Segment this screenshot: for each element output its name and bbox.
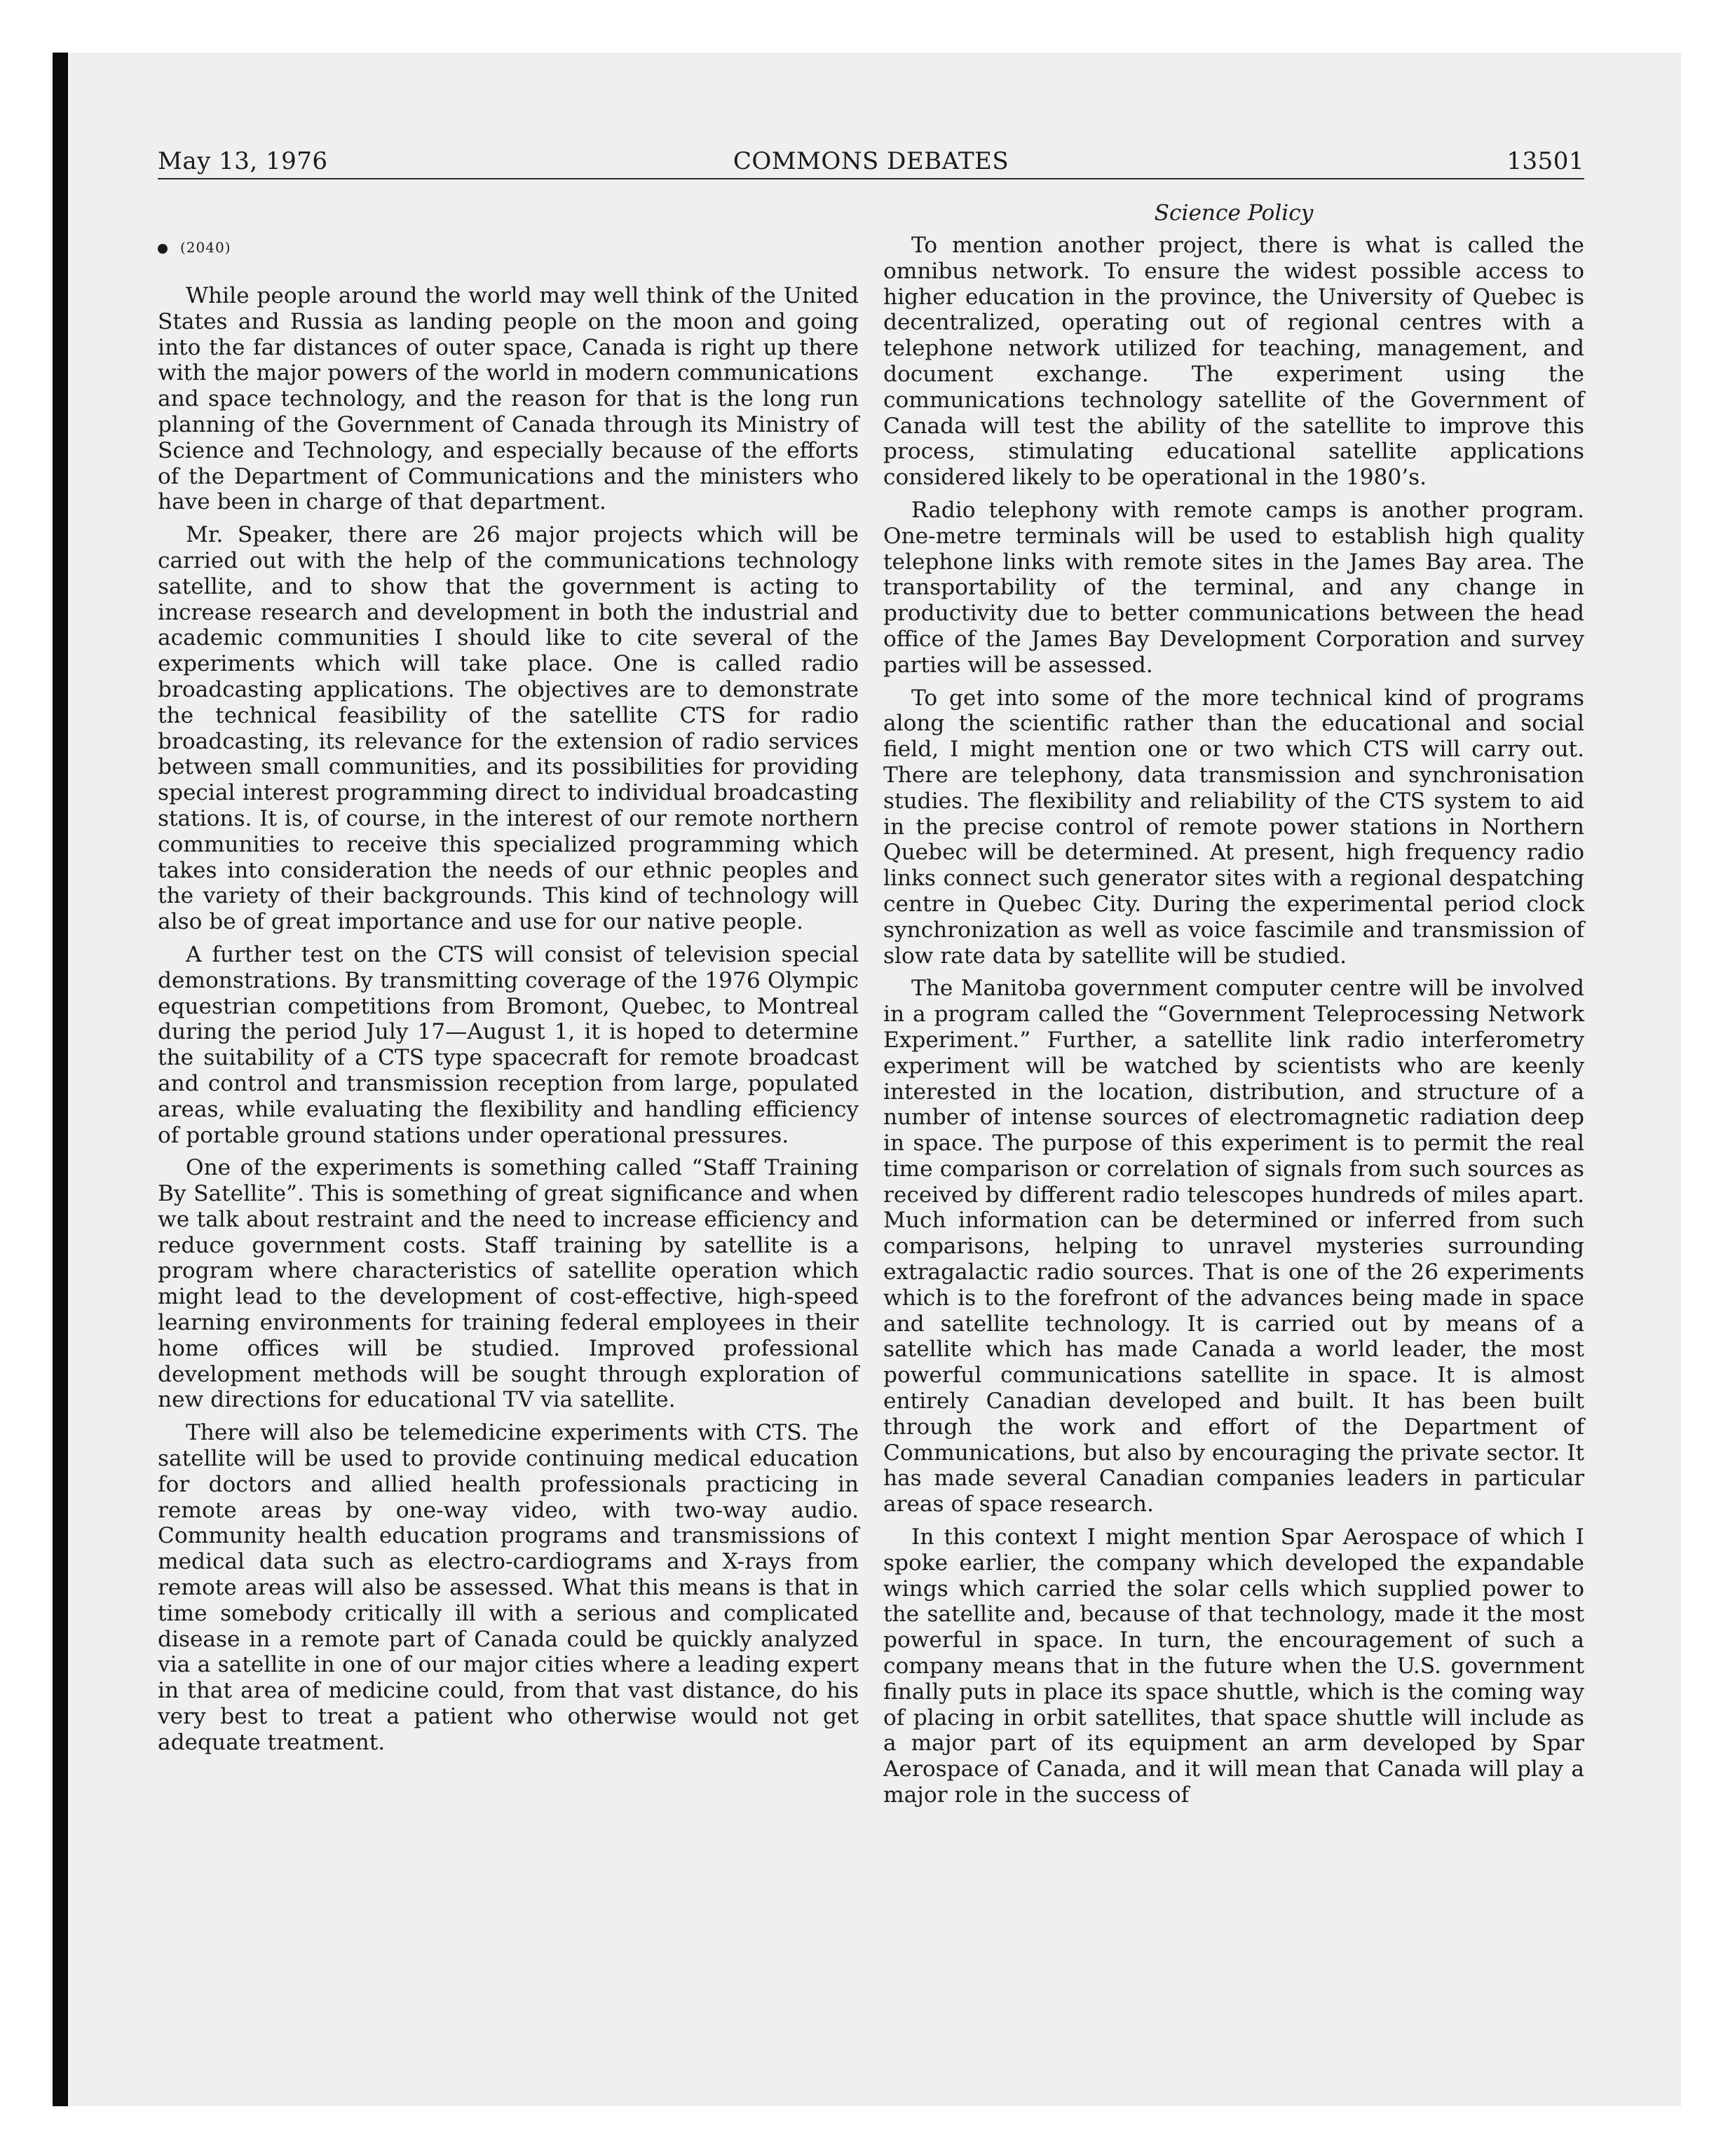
section-heading: Science Policy	[1154, 200, 1314, 226]
scan-binding-edge	[53, 53, 68, 2106]
header-title: COMMONS DEBATES	[733, 147, 1009, 175]
header-page-number: 13501	[1506, 147, 1584, 175]
right-column	[883, 200, 1584, 1815]
left-column	[158, 237, 859, 1763]
bullet-icon	[158, 244, 168, 254]
right-paragraph-3: To get into some of the more technical kind of programs along the scientific rather than the educational and social field, I might mention one or two which CTS will carry out. There are telephony, data transmission and synchronisation studies. The flexibility and reliability of the CTS system to aid in the precise control of remote power stations in Northern Quebec will be determined. At present, high frequency radio links connect such generator sites with a regional despatching centre in Quebec City. During the experimental period clock synchronization as well as voice fascimile and transmission of slow rate data by satellite will be studied.	[883, 685, 1584, 969]
header-rule	[158, 178, 1584, 179]
header-date: May 13, 1976	[158, 147, 328, 175]
right-paragraph-5: In this context I might mention Spar Aerospace of which I spoke earlier, the company which developed the expandable wings which carried the solar cells which supplied power to the satellite and, because of that technology, made it the most powerful in space. In turn, the encouragement of such a company means that in the future when the U.S. government finally puts in place its space shuttle, which is the coming way of placing in orbit satellites, that space shuttle will include as a major part of its equipment an arm developed by Spar Aerospace of Canada, and it will mean that Canada will play a major role in the success of	[883, 1524, 1584, 1808]
time-marker-text: (2040)	[180, 239, 231, 256]
right-paragraph-4: The Manitoba government computer centre will be involved in a program called the “Government Teleprocessing Network Experiment.” Further, a satellite link radio interferometry experiment will be watched by scientists who are keenly interested in the location, distribution, and structure of a number of intense sources of electromagnetic radiation deep in space. The purpose of this experiment is to permit the real time comparison or correlation of signals from such sources as received by different radio telescopes hundreds of miles apart. Much information can be determined or inferred from such comparisons, helping to unravel mysteries surrounding extragalactic radio sources. That is one of the 26 experiments which is to the forefront of the advances being made in space and satellite technology. It is carried out by means of a satellite which has made Canada a world leader, the most powerful communications satellite in space. It is almost entirely Canadian developed and built. It has been built through the work and effort of the Department of Communications, but also by encouraging the private sector. It has made several Canadian companies leaders in particular areas of space research.	[883, 976, 1584, 1517]
left-paragraph-4: One of the experiments is something called “Staff Training By Satellite”. This is something of great significance and when we talk about restraint and the need to increase efficiency and reduce government costs. Staff training by satellite is a program where characteristics of satellite operation which might lead to the development of cost-effective, high-speed learning environments for training federal employees in their home offices will be studied. Improved professional development methods will be sought through exploration of new directions for educational TV via satellite.	[158, 1155, 859, 1413]
right-paragraph-1: To mention another project, there is what is called the omnibus network. To ensure the widest possible access to higher education in the province, the University of Quebec is decentralized, operating out of regional centres with a telephone network utilized for teaching, management, and document exchange. The experiment using the communications technology satellite of the Government of Canada will test the ability of the satellite to improve this process, stimulating educational satellite applications considered likely to be operational in the 1980’s.	[883, 233, 1584, 491]
left-paragraph-5: There will also be telemedicine experiments with CTS. The satellite will be used to provide continuing medical education for doctors and allied health professionals practicing in remote areas by one-way video, with two-way audio. Community health education programs and transmissions of medical data such as electro-cardiograms and X-rays from remote areas will also be assessed. What this means is that in time somebody critically ill with a serious and complicated disease in a remote part of Canada could be quickly analyzed via a satellite in one of our major cities where a leading expert in that area of medicine could, from that vast distance, do his very best to treat a patient who otherwise would not get adequate treatment.	[158, 1420, 859, 1755]
left-paragraph-3: A further test on the CTS will consist of television special demonstrations. By transmitting coverage of the 1976 Olympic equestrian competitions from Bromont, Quebec, to Montreal during the period July 17—August 1, it is hoped to determine the suitability of a CTS type spacecraft for remote broadcast and control and transmission reception from large, populated areas, while evaluating the flexibility and handling efficiency of portable ground stations under operational pressures.	[158, 941, 859, 1148]
right-paragraph-2: Radio telephony with remote camps is another program. One-metre terminals will be used to establish high quality telephone links with remote sites in the James Bay area. The transportability of the terminal, and any change in productivity due to better communications between the head office of the James Bay Development Corporation and survey parties will be assessed.	[883, 497, 1584, 678]
left-paragraph-2: Mr. Speaker, there are 26 major projects which will be carried out with the help of the communications technology satellite, and to show that the government is acting to increase research and development in both the industrial and academic communities I should like to cite several of the experiments which will take place. One is called radio broadcasting applications. The objectives are to demonstrate the technical feasibility of the satellite CTS for radio broadcasting, its relevance for the extension of radio services between small communities, and its possibilities for providing special interest programming direct to individual broadcasting stations. It is, of course, in the interest of our remote northern communities to receive this specialized programming which takes into consideration the needs of our ethnic peoples and the variety of their backgrounds. This kind of technology will also be of great importance and use for our native people.	[158, 522, 859, 935]
left-paragraph-1: While people around the world may well think of the United States and Russia as landing people on the moon and going into the far distances of outer space, Canada is right up there with the major powers of the world in modern communications and space technology, and the reason for that is the long run planning of the Government of Canada through its Ministry of Science and Technology, and especially because of the efforts of the Department of Communications and the ministers who have been in charge of that department.	[158, 283, 859, 515]
page-header	[158, 144, 1584, 181]
time-marker	[158, 237, 859, 258]
